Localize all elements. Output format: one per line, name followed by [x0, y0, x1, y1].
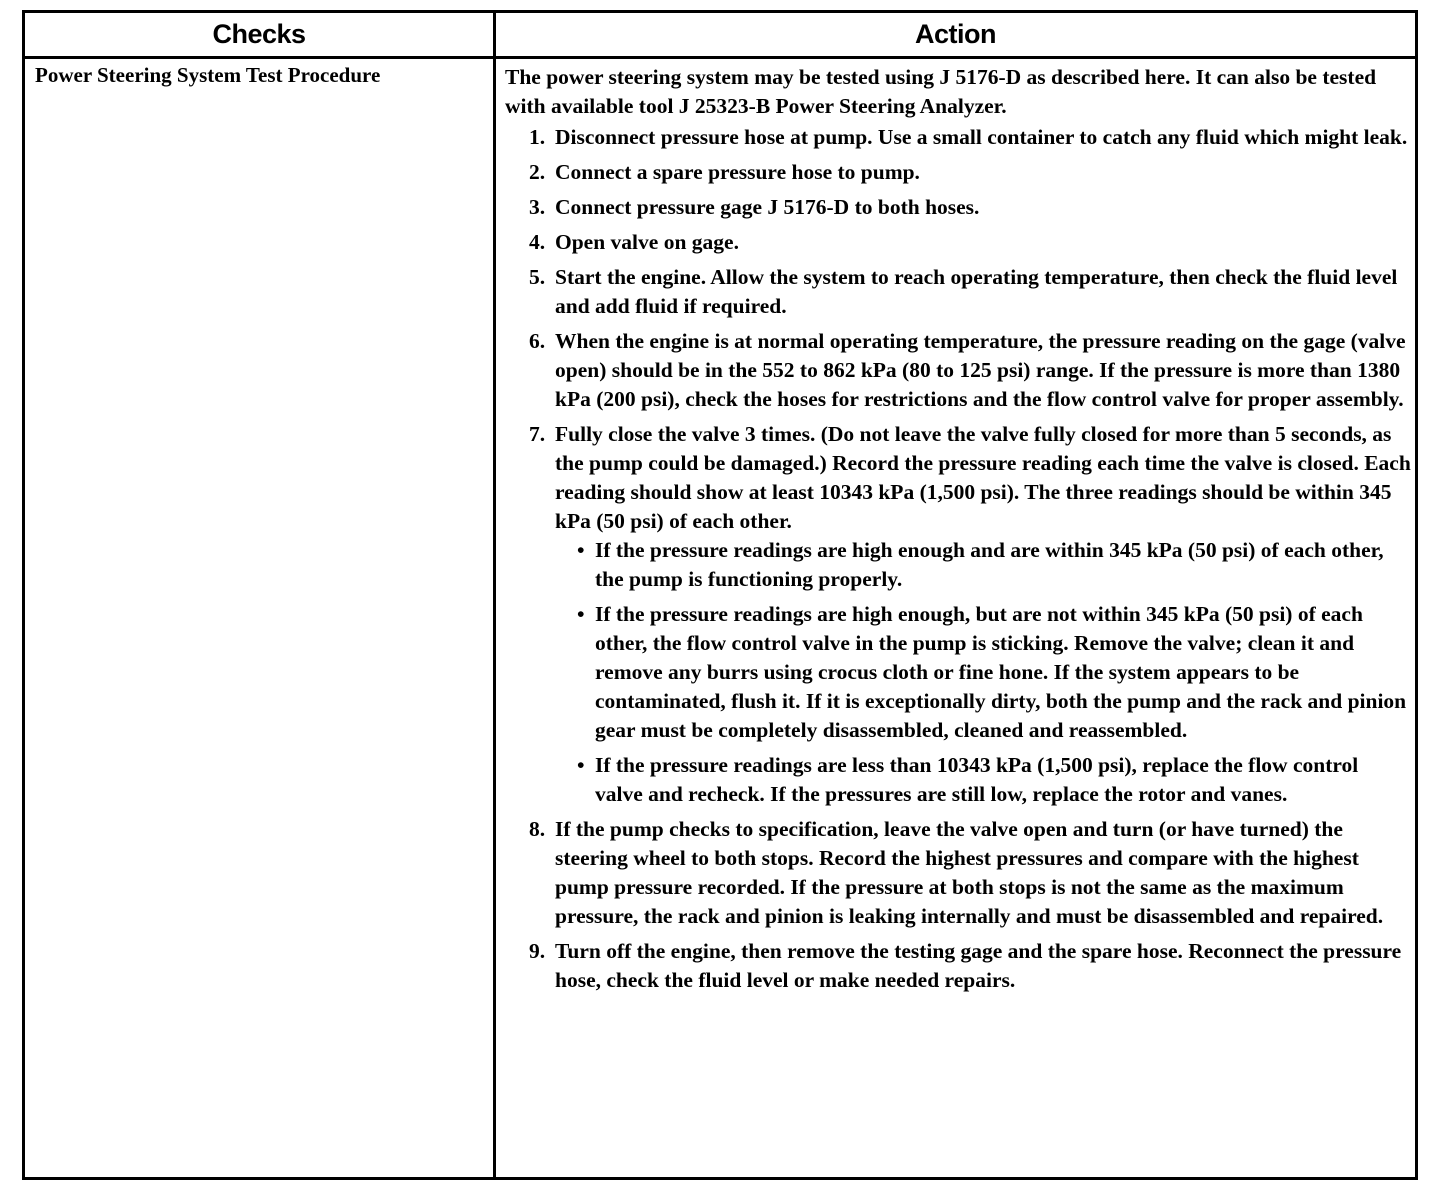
bullet-text: If the pressure readings are high enough and are within 345 kPa (50 psi) of each other, the pump is functioning properly. [595, 538, 1384, 591]
step-item [505, 420, 1411, 809]
bullet-item [555, 600, 1411, 745]
bullet-item [555, 751, 1411, 809]
step-number: 9. [529, 939, 546, 963]
bullet-text: If the pressure readings are less than 10343 kPa (1,500 psi), replace the flow control valve and recheck. If the pressures are still low, replace the rotor and vanes. [595, 753, 1359, 806]
action-column-header: Action [915, 19, 996, 49]
bullet-icon: • [577, 538, 585, 562]
step-text: When the engine is at normal operating temperature, the pressure reading on the gage (valve open) should be in the 552 to 862 kPa (80 to 125 psi) range. If the pressure is more than 1380 kPa (200 psi), check the hoses for restrictions and the flow control valve for proper assembly. [555, 329, 1406, 411]
step-text: Open valve on gage. [555, 230, 739, 254]
step-item [505, 193, 1411, 222]
step-text: Turn off the engine, then remove the testing gage and the spare hose. Reconnect the pressure hose, check the fluid level or make needed repairs. [555, 939, 1402, 992]
step-item [505, 158, 1411, 187]
step-item [505, 815, 1411, 931]
bullet-text: If the pressure readings are high enough, but are not within 345 kPa (50 psi) of each other, the flow control valve in the pump is sticking. Remove the valve; clean it and remove any burrs using crocus cloth or fine hone. If the system appears to be contaminated, flush it. If it is exceptionally dirty, both the pump and the rack and pinion gear must be completely disassembled, cleaned and reassembled. [595, 602, 1407, 742]
step-text: If the pump checks to specification, leave the valve open and turn (or have turned) the steering wheel to both stops. Record the highest pressures and compare with the highest pump pressure recorded. If the pressure at both stops is not the same as the maximum pressure, the rack and pinion is leaking internally and must be disassembled and repaired. [555, 817, 1384, 928]
step-number: 8. [529, 817, 546, 841]
step-text: Connect pressure gage J 5176-D to both hoses. [555, 195, 980, 219]
step-text: Disconnect pressure hose at pump. Use a small container to catch any fluid which might leak. [555, 125, 1408, 149]
header-divider [25, 56, 1415, 59]
step-number: 7. [529, 422, 546, 446]
bullet-icon: • [577, 602, 585, 626]
step-number: 3. [529, 195, 546, 219]
step-number: 2. [529, 160, 546, 184]
column-divider [493, 13, 496, 1177]
check-procedure-label: Power Steering System Test Procedure [35, 63, 381, 87]
bullet-item [555, 536, 1411, 594]
step-7-bullets [555, 536, 1411, 809]
step-item [505, 123, 1411, 152]
step-item [505, 263, 1411, 321]
checks-column-header: Checks [212, 19, 306, 49]
step-item [505, 327, 1411, 414]
step-text: Fully close the valve 3 times. (Do not leave the valve fully closed for more than 5 seconds, as the pump could be damaged.) Record the pressure reading each time the valve is closed. Each reading should show at least 10343 kPa (1,500 psi). The three readings should be within 345 kPa (50 psi) of each other. [555, 422, 1411, 533]
step-item [505, 228, 1411, 257]
step-number: 6. [529, 329, 546, 353]
procedure-steps [505, 123, 1411, 995]
step-text: Start the engine. Allow the system to reach operating temperature, then check the fluid level and add fluid if required. [555, 265, 1398, 318]
action-cell [505, 63, 1411, 1001]
step-number: 1. [529, 125, 546, 149]
step-number: 5. [529, 265, 546, 289]
step-item [505, 937, 1411, 995]
step-text: Connect a spare pressure hose to pump. [555, 160, 920, 184]
intro-paragraph: The power steering system may be tested using J 5176-D as described here. It can also be tested with available tool J 25323-B Power Steering Analyzer. [505, 65, 1377, 118]
step-number: 4. [529, 230, 546, 254]
bullet-icon: • [577, 753, 585, 777]
checks-action-table [22, 10, 1418, 1180]
